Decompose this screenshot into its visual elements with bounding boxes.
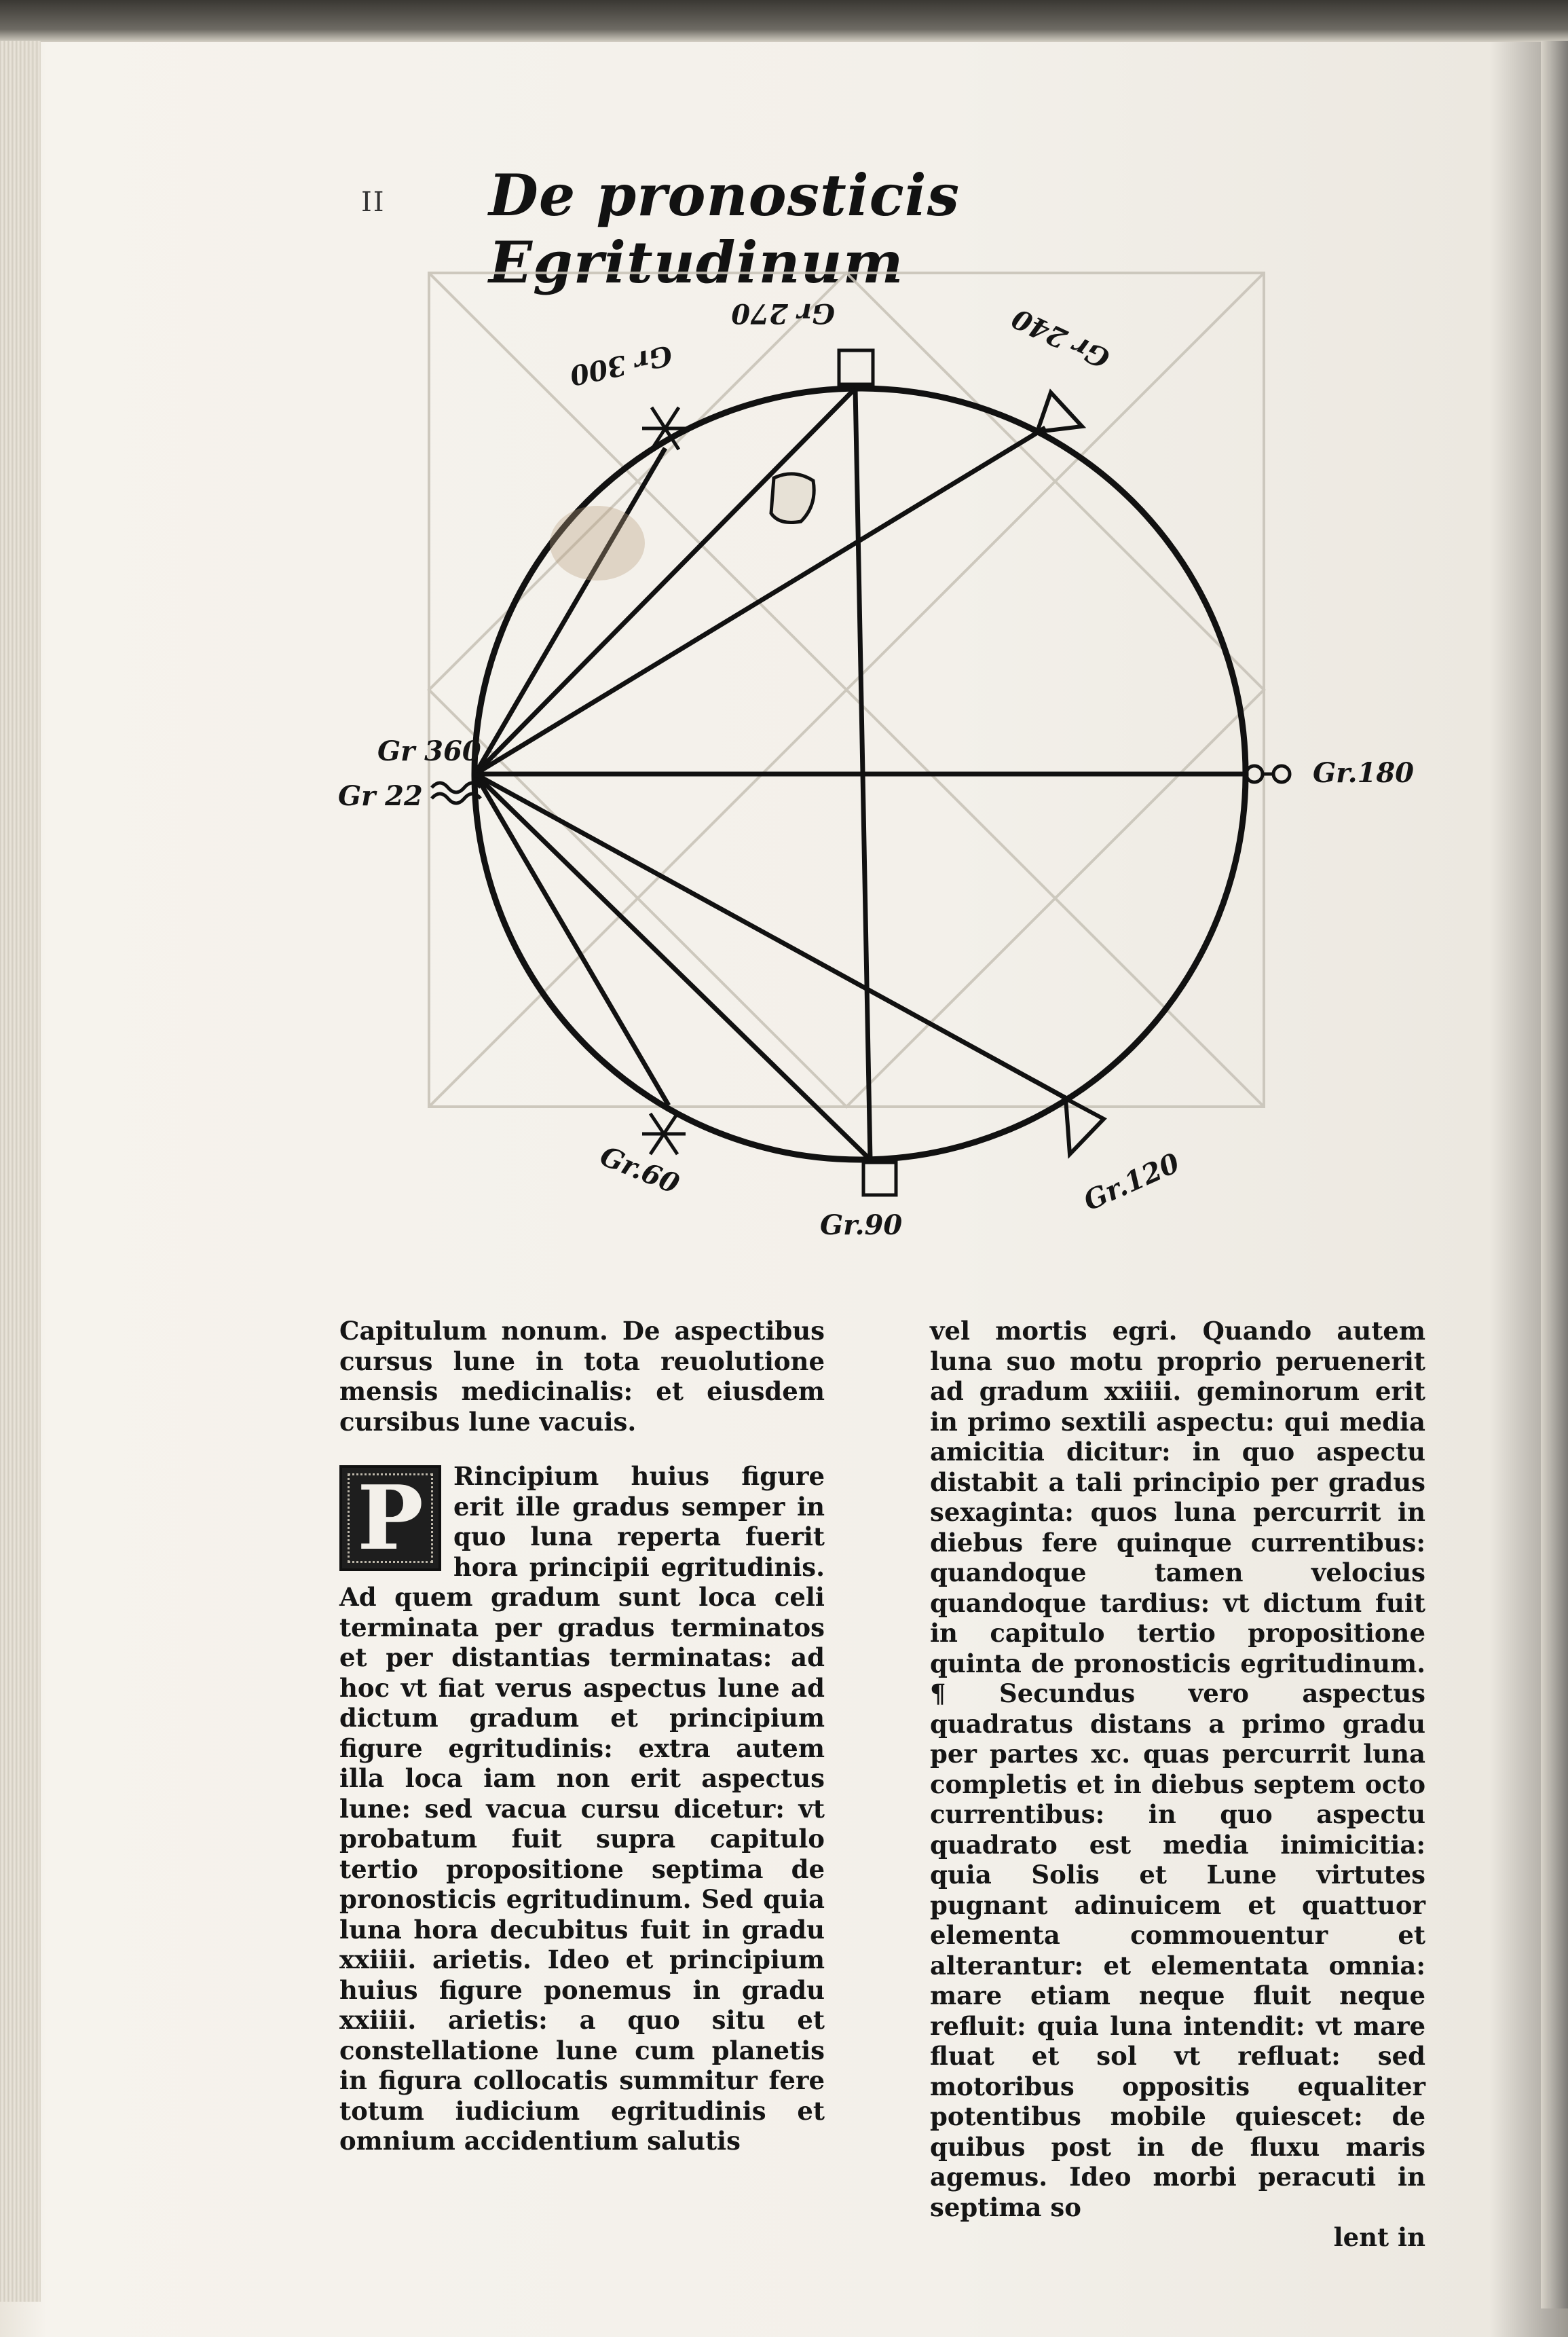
label-gr-60: Gr.60 <box>595 1139 684 1200</box>
initial-letter: P <box>357 1465 424 1570</box>
label-gr-360: Gr 360 <box>377 735 481 767</box>
label-gr-270: Gr 270 <box>731 297 835 329</box>
label-gr-22: Gr 22 <box>338 780 423 812</box>
decorated-initial <box>339 1465 441 1571</box>
label-gr-180: Gr.180 <box>1313 757 1414 789</box>
sun-glyph-box <box>771 474 814 523</box>
aspect-lines <box>475 388 1245 1160</box>
label-gr-240: Gr 240 <box>1007 301 1115 375</box>
right-column-body: vel mortis egri. Quando autem luna suo motu proprio peruenerit ad gradum xxiiii. geminorum erit in primo sextili aspectu: qui media amicitia dicitur: in quo aspectu distabit a tali principio per gradus sexaginta: quos luna percurrit in diebus fere quinque currentibus: quandoque tamen velocius quandoque tardius: vt dictum fuit in capitulo tertio propositione quinta de pronosticis egritudinum. ¶ Secundus vero aspectus quadratus distans a primo gradu per partes xc. quas percurrit luna completis et in diebus septem octo currentibus: in quo aspectu quadrato est media inimicitia: quia Solis et Lune virtutes pugnant adinuicem et quattuor elementa commouentur et alterantur: et elementata omnia: mare etiam neque fluit neque refluit: quia luna intendit: vt mare fluat et sol vt refluat: sed motoribus oppositis equaliter potentibus mobile quiescet: de quibus post in de fluxu maris agemus. Ideo morbi peracuti in septima so <box>930 1316 1425 2222</box>
sextile-symbol-bottom-left <box>642 1114 686 1154</box>
folio-number: II <box>361 187 386 218</box>
foxing-stain <box>550 506 645 581</box>
running-title: De pronosticis Egritudinum <box>489 162 960 296</box>
chapter-heading: Capitulum nonum. De aspectibus cursus lune in tota reuolutione mensis medicinalis: et eiusdem cursibus lune vacuis. <box>339 1316 825 1437</box>
square-symbol-bottom <box>863 1162 896 1195</box>
left-text-column <box>339 1316 825 2156</box>
square-symbol-top <box>839 350 873 384</box>
left-column-body: Rincipium huius figure erit ille gradus semper in quo luna reperta fuerit hora principii egritudinis. Ad quem gradum sunt loca celi terminata per gradus terminatos et per distantias terminatas: ad hoc vt fiat verus aspectus lune ad dictum gradum et principium figure egritudinis: extra autem illa loca iam non erit aspectus lune: sed vacua cursu dicetur: vt probatum fuit supra capitulo tertio propositione septima de pronosticis egritudinum. Sed quia luna hora decubitus fuit in gradu xxiiii. arietis. Ideo et principium huius figure ponemus in gradu xxiiii. arietis: a quo situ et constellatione lune cum planetis in figura collocatis summitur fere totum iudicium egritudinis et omnium accidentium salutis <box>339 1461 825 2156</box>
opposition-symbol <box>1246 766 1290 782</box>
right-text-column <box>930 1316 1425 2253</box>
catchword: lent in <box>1333 2222 1425 2252</box>
label-gr-300: Gr 300 <box>567 339 675 392</box>
label-gr-120: Gr.120 <box>1079 1147 1184 1217</box>
label-gr-90: Gr.90 <box>820 1209 903 1241</box>
